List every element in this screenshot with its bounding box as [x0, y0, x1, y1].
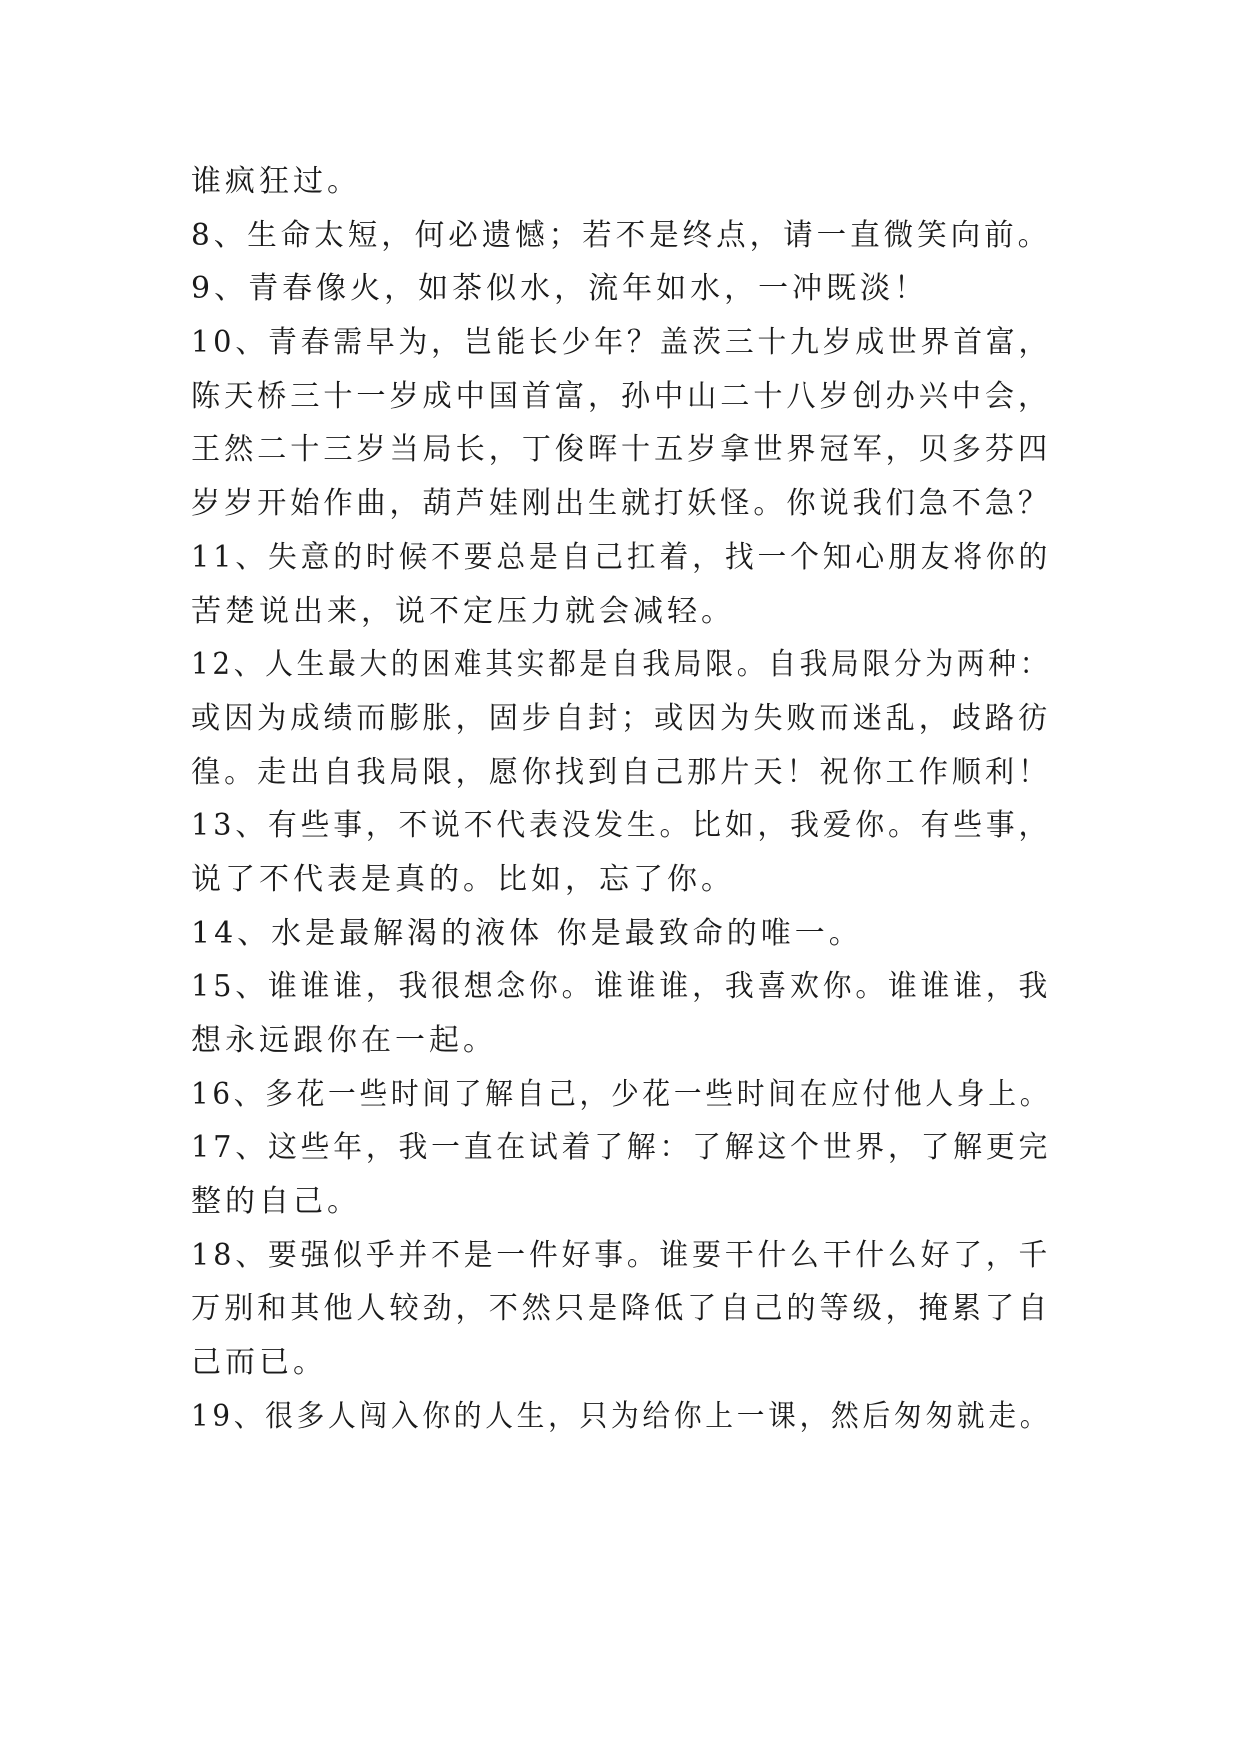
- text-line: 陈天桥三十一岁成中国首富，孙中山二十八岁创办兴中会，: [191, 378, 1052, 414]
- text-line: 王然二十三岁当局长，丁俊晖十五岁拿世界冠军，贝多芬四: [191, 432, 1052, 468]
- text-line: 苦楚说出来，说不定压力就会减轻。: [191, 593, 735, 629]
- text-line: 15、谁谁谁，我很想念你。谁谁谁，我喜欢你。谁谁谁，我: [191, 969, 1052, 1005]
- text-line: 己而已。: [191, 1345, 327, 1381]
- text-line: 谁疯狂过。: [191, 164, 361, 199]
- text-line: 12、人生最大的困难其实都是自我局限。自我局限分为两种：: [191, 647, 1052, 683]
- text-line: 10、青春需早为，岂能长少年？盖茨三十九岁成世界首富，: [191, 325, 1052, 361]
- text-line: 11、失意的时候不要总是自己扛着，找一个知心朋友将你的: [191, 539, 1052, 575]
- text-line: 19、很多人闯入你的人生，只为给你上一课，然后匆匆就走。: [191, 1398, 1052, 1434]
- text-line: 9、青春像火，如茶似水，流年如水，一冲既淡！: [191, 271, 929, 307]
- text-line: 16、多花一些时间了解自己，少花一些时间在应付他人身上。: [191, 1076, 1052, 1112]
- text-line: 岁岁开始作曲，葫芦娃刚出生就打妖怪。你说我们急不急？: [191, 486, 1052, 522]
- text-line: 14、水是最解渴的液体 你是最致命的唯一。: [191, 915, 863, 951]
- text-line: 万别和其他人较劲，不然只是降低了自己的等级，掩累了自: [191, 1291, 1052, 1327]
- text-line: 或因为成绩而膨胀，固步自封；或因为失败而迷乱，歧路彷: [191, 700, 1052, 736]
- text-line: 18、要强似乎并不是一件好事。谁要干什么干什么好了，千: [191, 1237, 1052, 1273]
- text-line: 13、有些事，不说不代表没发生。比如，我爱你。有些事，: [191, 808, 1052, 844]
- text-line: 想永远跟你在一起。: [191, 1023, 497, 1058]
- body-text: [191, 155, 1051, 1444]
- text-line: 8、生命太短，何必遗憾；若不是终点，请一直微笑向前。: [191, 217, 1052, 253]
- text-line: 整的自己。: [191, 1184, 361, 1220]
- text-line: 说了不代表是真的。比如，忘了你。: [191, 861, 735, 897]
- text-line: 17、这些年，我一直在试着了解：了解这个世界，了解更完: [191, 1130, 1052, 1166]
- text-line: 徨。走出自我局限，愿你找到自己那片天！祝你工作顺利！: [191, 754, 1052, 790]
